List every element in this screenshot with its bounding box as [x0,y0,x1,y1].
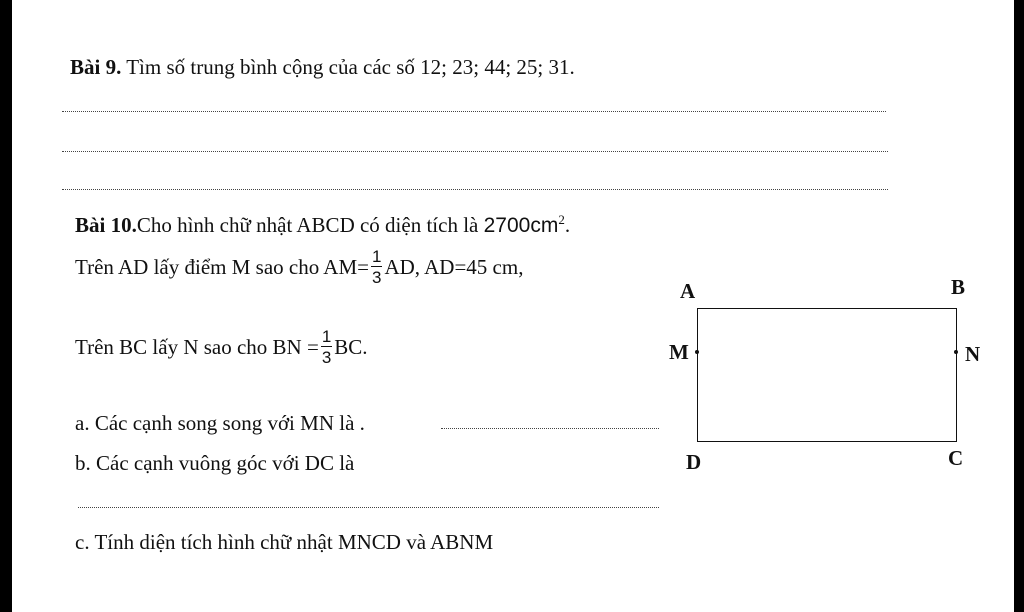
fraction-denominator: 3 [371,268,382,287]
part-a: a. Các cạnh song song với MN là . [75,411,365,435]
question-9-numbers: 12; 23; 44; 25; 31. [420,55,575,79]
line-bn-end: BC. [334,334,368,359]
question-10-label: Bài 10. [75,213,137,237]
vertex-d-label: D [686,450,702,474]
question-9-label: Bài 9. [70,55,122,79]
answer-line-3[interactable] [62,189,888,190]
question-9-text: Tìm số trung bình cộng của các số [126,55,415,79]
vertex-c-label: C [948,446,964,470]
part-c: c. Tính diện tích hình chữ nhật MNCD và ABNM [75,530,494,554]
question-10-intro-text: Cho hình chữ nhật ABCD có diện tích là [136,213,479,237]
line-am-start: Trên AD lấy điểm M sao cho AM= [75,254,369,279]
question-10-line-am [75,248,523,286]
fraction-one-third-am [371,248,382,286]
point-m [695,350,699,354]
right-black-border [1014,0,1024,612]
rectangle-abcd [697,308,957,442]
area-end: . [564,213,571,237]
fraction-numerator: 1 [321,327,332,346]
point-n [954,350,958,354]
question-10-intro [75,213,570,236]
part-b: b. Các cạnh vuông góc với DC là [75,451,355,475]
line-am-end: AD, AD=45 cm, [384,254,524,279]
fraction-numerator: 1 [371,247,382,266]
area-value: 2700cm [483,214,559,237]
left-black-border [0,0,12,612]
part-a-answer-line[interactable] [441,428,659,429]
part-b-answer-line[interactable] [78,507,659,508]
line-bn-start: Trên BC lấy N sao cho BN = [75,334,319,359]
point-m-label: M [669,340,689,364]
area-exponent: 2 [558,212,565,227]
vertex-a-label: A [680,279,696,303]
fraction-denominator: 3 [321,348,332,367]
question-10-line-bn [75,328,368,366]
fraction-one-third-bn [321,328,332,366]
point-n-label: N [965,342,981,366]
answer-line-2[interactable] [62,151,888,152]
answer-line-1[interactable] [62,111,886,112]
question-9 [70,57,575,78]
vertex-b-label: B [951,275,966,299]
